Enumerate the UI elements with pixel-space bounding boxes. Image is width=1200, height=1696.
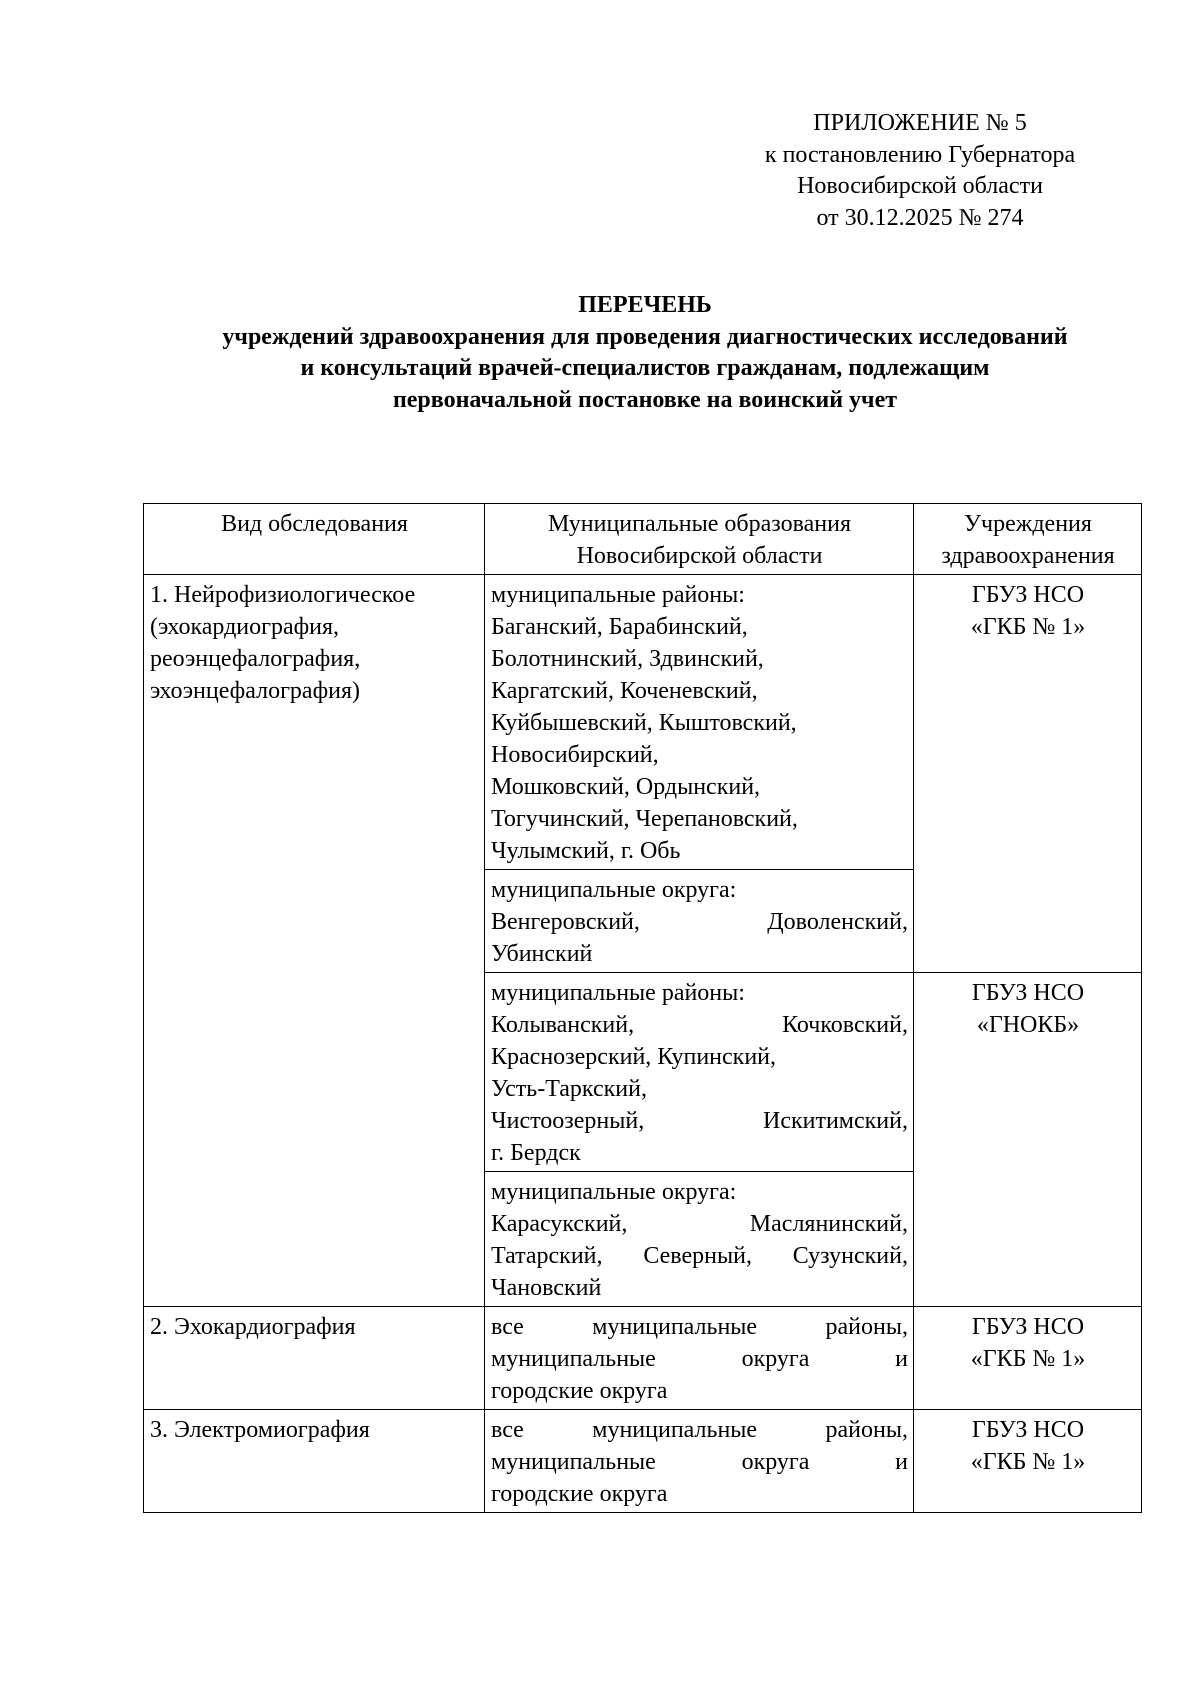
table-header-row [144,504,1142,575]
institution-line: ГБУЗ НСО [971,582,1085,608]
header-municipalities [485,504,914,575]
mo-line: Каргатский, Коченевский, [491,678,758,704]
institution-gkb1 [914,1307,1142,1410]
document-title [100,290,1190,416]
mo-word: Северный, [643,1243,752,1269]
mo-word: округа [741,1449,810,1475]
mo-line: муниципальные районы: [491,980,745,1006]
municipal-districts-cell [485,973,914,1172]
mo-word: все [491,1314,524,1340]
mo-line-justified [491,1105,908,1137]
institution-line: «ГКБ № 1» [970,1449,1086,1475]
exam-line: (эхокардиография, [150,614,340,640]
appendix-date-number: от 30.12.2025 № 274 [816,204,1024,231]
appendix-reference: к постановлению Губернатора [764,141,1076,168]
mo-line: городские округа [491,1378,668,1404]
municipal-okrugs-cell [485,1172,914,1307]
mo-word: Доволенский, [767,909,908,935]
mo-line: Баганский, Барабинский, [491,614,748,640]
mo-line: городские округа [491,1481,668,1507]
title-line-3: первоначальной постановке на воинский учет [392,386,898,413]
exam-line: реоэнцефалография, [150,646,361,672]
exam-electromyography [144,1410,485,1513]
mo-line-justified [491,1414,908,1446]
table-row [144,1410,1142,1513]
mo-line: Усть-Таркский, [491,1076,647,1102]
mo-line-justified [491,1009,908,1041]
mo-word: Карасукский, [491,1211,628,1237]
appendix-region: Новосибирской области [797,173,1043,199]
mo-word: и [895,1346,908,1372]
exam-echocardiography [144,1307,485,1410]
mo-word: муниципальные [491,1449,656,1475]
mo-line: Чановский [491,1275,602,1301]
mo-line: муниципальные округа: [491,1179,737,1205]
mo-line: Краснозерский, Купинский, [491,1044,777,1070]
mo-word: Кочковский, [782,1012,908,1038]
mo-line: муниципальные районы: [491,582,745,608]
mo-line-justified [491,906,908,938]
municipal-districts-cell [485,575,914,870]
table-row [144,1307,1142,1410]
mo-line: Куйбышевский, Кыштовский, [491,710,797,736]
mo-word: районы, [825,1417,908,1443]
table-row [144,575,1142,870]
mo-word: Венгеровский, [491,909,640,935]
institution-gnokb [914,973,1142,1307]
appendix-number: ПРИЛОЖЕНИЕ № 5 [813,110,1027,136]
header-municipalities-line-2: Новосибирской области [576,543,823,569]
mo-line-justified [491,1240,908,1272]
mo-line: муниципальные округа: [491,877,737,903]
header-exam-type [144,504,485,575]
header-institutions-line-1: Учреждения [964,511,1092,537]
institution-line: ГБУЗ НСО [971,980,1085,1006]
mo-line: г. Бердск [491,1140,581,1166]
institution-line: «ГКБ № 1» [970,614,1086,640]
mo-word: Чистоозерный, [491,1108,645,1134]
mo-line: Новосибирский, [491,742,659,768]
mo-word: и [895,1449,908,1475]
mo-line-justified [491,1208,908,1240]
header-institutions [914,504,1142,575]
institution-line: ГБУЗ НСО [971,1417,1085,1443]
mo-word: Искитимский, [762,1108,908,1134]
header-municipalities-line-1: Муниципальные образования [548,511,851,537]
mo-line: Тогучинский, Черепановский, [491,806,798,832]
mo-line: Болотнинский, Здвинский, [491,646,764,672]
institution-line: ГБУЗ НСО [971,1314,1085,1340]
title-line-1: учреждений здравоохранения для проведения диагностических исследований [222,323,1068,350]
exam-line: 3. Электромиография [150,1417,370,1443]
mo-word: Татарский, [491,1243,603,1269]
header-institutions-line-2: здравоохранения [941,543,1115,569]
mo-word: муниципальные [592,1417,758,1443]
institution-gkb1 [914,1410,1142,1513]
municipal-okrugs-cell [485,870,914,973]
mo-line-justified [491,1311,908,1343]
all-municipalities-cell [485,1410,914,1513]
institution-gkb1 [914,575,1142,973]
exam-line: эхоэнцефалография) [150,678,360,704]
mo-word: районы, [825,1314,908,1340]
mo-line: Убинский [491,941,593,967]
mo-word: муниципальные [491,1346,656,1372]
mo-word: все [491,1417,524,1443]
mo-line: Мошковский, Ордынский, [491,774,761,800]
header-exam-type-text: Вид обследования [221,511,408,537]
institution-line: «ГНОКБ» [976,1012,1080,1038]
all-municipalities-cell [485,1307,914,1410]
mo-word: Маслянинский, [749,1211,908,1237]
mo-word: Сузунский, [792,1243,908,1269]
institution-line: «ГКБ № 1» [970,1346,1086,1372]
mo-word: муниципальные [592,1314,758,1340]
mo-line: Чулымский, г. Обь [491,838,681,864]
title-heading: ПЕРЕЧЕНЬ [578,292,712,318]
title-line-2: и консультаций врачей-специалистов гражданам, подлежащим [300,355,990,381]
exam-line: 1. Нейрофизиологическое [150,582,416,608]
institutions-table [143,503,1142,1513]
mo-word: Колыванский, [491,1012,635,1038]
mo-line-justified [491,1343,908,1375]
mo-line-justified [491,1446,908,1478]
appendix-block [700,108,1140,234]
exam-neurophysiological [144,575,485,1307]
mo-word: округа [741,1346,810,1372]
exam-line: 2. Эхокардиография [150,1314,356,1340]
